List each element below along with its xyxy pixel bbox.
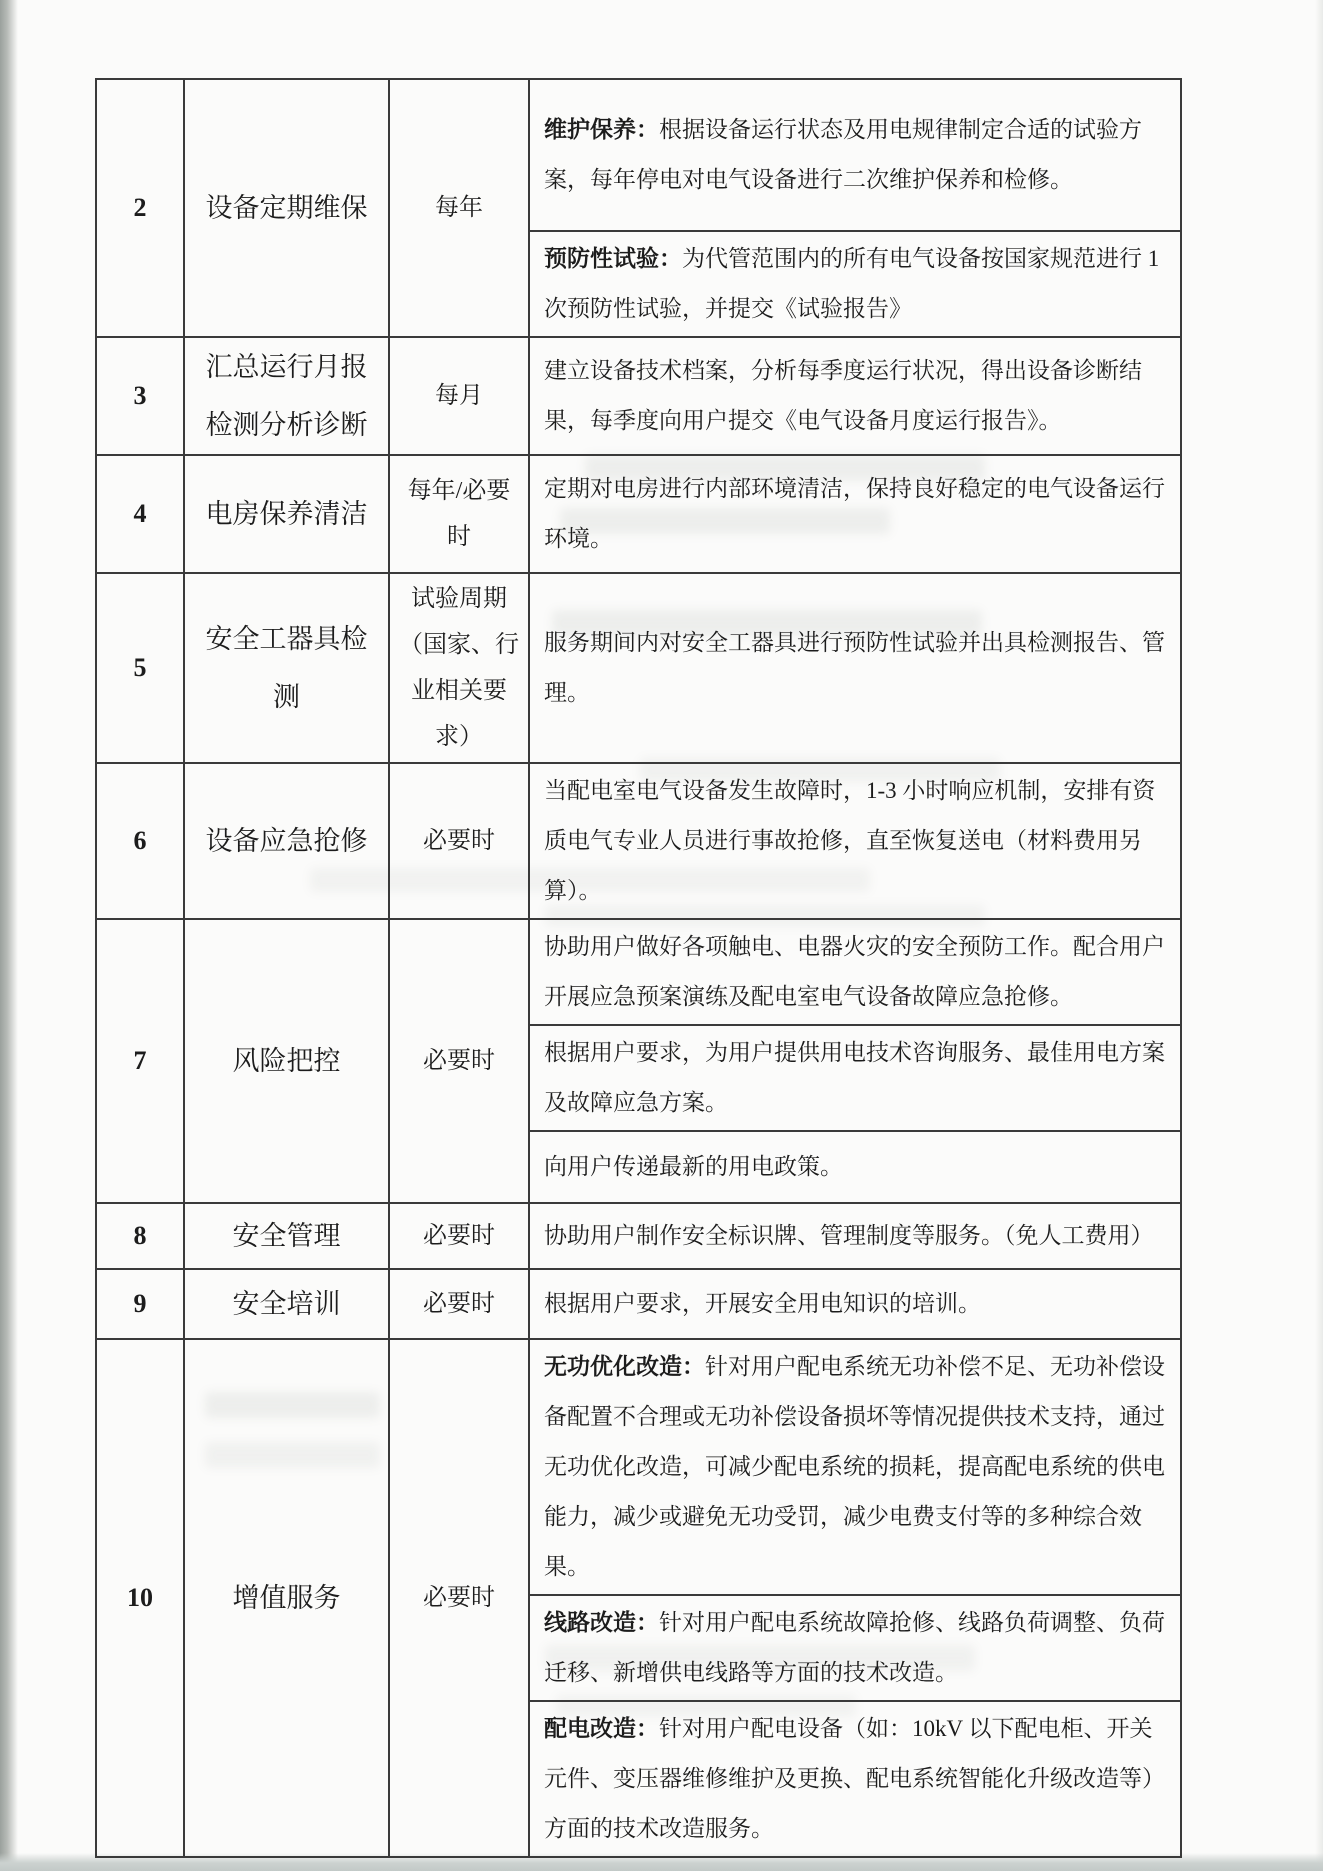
table-row: [96, 1203, 1181, 1269]
service-desc-cell: [529, 455, 1181, 573]
service-desc-cell: [529, 573, 1181, 763]
desc-label: 配电改造：: [544, 1716, 659, 1742]
row-number-cell: 7: [96, 919, 184, 1203]
table-row: [96, 337, 1181, 455]
service-desc-cell: [529, 79, 1181, 231]
table-row: [96, 763, 1181, 919]
desc-text: 当配电室电气设备发生故障时，1-3 小时响应机制，安排有资质电气专业人员进行事故抢修，直至恢复送电（材料费用另算）。: [544, 778, 1156, 904]
row-number-cell: 9: [96, 1269, 184, 1339]
frequency-cell: 必要时: [389, 1203, 529, 1269]
service-desc-cell: [529, 1595, 1181, 1701]
table-row: [96, 79, 1181, 231]
service-item-cell: 风险把控: [184, 919, 389, 1203]
frequency-cell: 每年: [389, 79, 529, 337]
service-desc-cell: [529, 231, 1181, 337]
desc-label: 无功优化改造：: [544, 1354, 705, 1380]
table-row: [96, 1269, 1181, 1339]
desc-text: 根据用户要求，开展安全用电知识的培训。: [544, 1291, 981, 1317]
desc-text: 定期对电房进行内部环境清洁，保持良好稳定的电气设备运行环境。: [544, 476, 1165, 552]
service-desc-cell: [529, 1269, 1181, 1339]
desc-text: 针对用户配电设备（如：10kV 以下配电柜、开关元件、变压器维修维护及更换、配电系统智能化升级改造等）方面的技术改造服务。: [544, 1716, 1165, 1842]
row-number-cell: 6: [96, 763, 184, 919]
service-item-cell: 设备应急抢修: [184, 763, 389, 919]
table-row: [96, 573, 1181, 763]
desc-label: 维护保养：: [544, 117, 659, 142]
desc-text: 协助用户做好各项触电、电器火灾的安全预防工作。配合用户开展应急预案演练及配电室电气设备故障应急抢修。: [544, 934, 1165, 1010]
row-number-cell: 10: [96, 1339, 184, 1857]
desc-text: 服务期间内对安全工器具进行预防性试验并出具检测报告、管理。: [544, 630, 1165, 706]
service-item-cell: 设备定期维保: [184, 79, 389, 337]
row-number-cell: 4: [96, 455, 184, 573]
desc-text: 根据用户要求，为用户提供用电技术咨询服务、最佳用电方案及故障应急方案。: [544, 1040, 1165, 1116]
service-desc-cell: [529, 1025, 1181, 1131]
service-item-cell: 安全培训: [184, 1269, 389, 1339]
frequency-cell: 每年/必要时: [389, 455, 529, 573]
scan-edge-left: [0, 0, 18, 1871]
frequency-cell: 必要时: [389, 1269, 529, 1339]
service-item-cell: 安全管理: [184, 1203, 389, 1269]
service-desc-cell: [529, 1203, 1181, 1269]
desc-label: 线路改造：: [544, 1610, 659, 1636]
frequency-cell: 必要时: [389, 763, 529, 919]
service-desc-cell: [529, 1131, 1181, 1203]
service-desc-cell: [529, 1339, 1181, 1595]
service-desc-cell: [529, 919, 1181, 1025]
desc-text: 为代管范围内的所有电气设备按国家规范进行 1 次预防性试验，并提交《试验报告》: [544, 246, 1160, 321]
service-desc-cell: [529, 763, 1181, 919]
frequency-cell: 试验周期（国家、行业相关要求）: [389, 573, 529, 763]
service-item-cell: 安全工器具检测: [184, 573, 389, 763]
desc-text: 针对用户配电系统故障抢修、线路负荷调整、负荷迁移、新增供电线路等方面的技术改造。: [544, 1610, 1165, 1686]
row-number-cell: 3: [96, 337, 184, 455]
desc-text: 建立设备技术档案，分析每季度运行状况，得出设备诊断结果，每季度向用户提交《电气设备月度运行报告》。: [544, 358, 1142, 434]
desc-text: 协助用户制作安全标识牌、管理制度等服务。（免人工费用）: [544, 1223, 1154, 1249]
service-item-cell: 电房保养清洁: [184, 455, 389, 573]
row-number-cell: 8: [96, 1203, 184, 1269]
service-desc-cell: [529, 1701, 1181, 1857]
desc-text: 向用户传递最新的用电政策。: [544, 1154, 843, 1180]
row-number-cell: 2: [96, 79, 184, 337]
scan-edge-right: [1315, 0, 1323, 1871]
desc-label: 预防性试验：: [544, 246, 682, 271]
desc-text: 针对用户配电系统无功补偿不足、无功补偿设备配置不合理或无功补偿设备损坏等情况提供技术支持，通过无功优化改造，可减少配电系统的损耗，提高配电系统的供电能力，减少或避免无功受罚，减少电费支付等的多种综合效果。: [544, 1354, 1165, 1580]
frequency-cell: 必要时: [389, 1339, 529, 1857]
service-scope-table: [95, 78, 1182, 1858]
frequency-cell: 必要时: [389, 919, 529, 1203]
table-row: [96, 455, 1181, 573]
table-row: [96, 919, 1181, 1025]
frequency-cell: 每月: [389, 337, 529, 455]
desc-text: 根据设备运行状态及用电规律制定合适的试验方案，每年停电对电气设备进行二次维护保养和检修。: [544, 117, 1142, 192]
table-row: [96, 1339, 1181, 1595]
service-item-cell: 汇总运行月报检测分析诊断: [184, 337, 389, 455]
row-number-cell: 5: [96, 573, 184, 763]
service-item-cell: 增值服务: [184, 1339, 389, 1857]
service-desc-cell: [529, 337, 1181, 455]
